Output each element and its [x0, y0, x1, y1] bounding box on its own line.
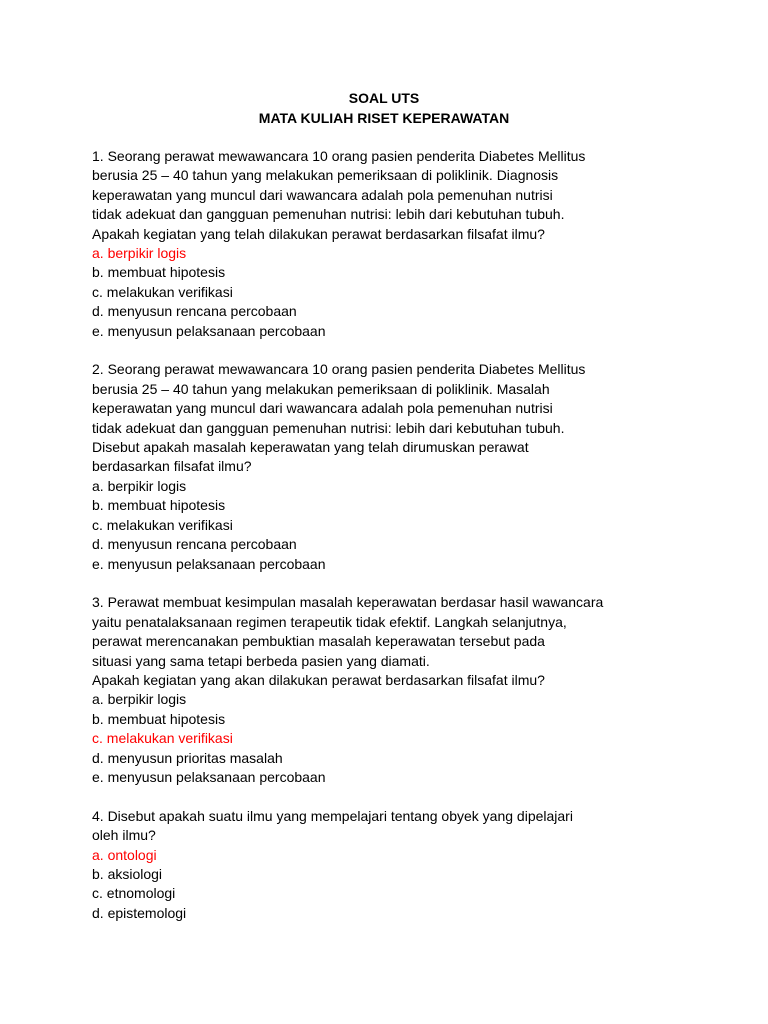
- title-line-1: SOAL UTS: [348, 90, 420, 106]
- document-title: [0, 88, 768, 128]
- question-text-line: situasi yang sama tetapi berbeda pasien yang diamati.: [92, 652, 430, 669]
- question-list: [92, 147, 692, 943]
- answer-option: e. menyusun pelaksanaan percobaan: [92, 768, 326, 785]
- question-text-line: 2. Seorang perawat mewawancara 10 orang pasien penderita Diabetes Mellitus: [92, 361, 586, 378]
- question-text-line: Apakah kegiatan yang telah dilakukan perawat berdasarkan filsafat ilmu?: [92, 225, 545, 242]
- question-text-line: 4. Disebut apakah suatu ilmu yang mempelajari tentang obyek yang dipelajari: [92, 807, 573, 824]
- answer-option: b. membuat hipotesis: [92, 264, 226, 281]
- question-text-line: keperawatan yang muncul dari wawancara adalah pola pemenuhan nutrisi: [92, 186, 553, 203]
- answer-option-correct: a. ontologi: [92, 846, 157, 863]
- question-4: [92, 807, 692, 923]
- question-text-line: berusia 25 – 40 tahun yang melakukan pemeriksaan di poliklinik. Diagnosis: [92, 167, 559, 184]
- question-text-line: berdasarkan filsafat ilmu?: [92, 458, 252, 475]
- answer-option: d. epistemologi: [92, 904, 187, 921]
- question-text-line: tidak adekuat dan gangguan pemenuhan nutrisi: lebih dari kebutuhan tubuh.: [92, 419, 565, 436]
- question-text-line: oleh ilmu?: [92, 827, 156, 844]
- question-text-line: Apakah kegiatan yang akan dilakukan perawat berdasarkan filsafat ilmu?: [92, 671, 545, 688]
- question-text-line: keperawatan yang muncul dari wawancara adalah pola pemenuhan nutrisi: [92, 400, 553, 417]
- question-1: [92, 147, 692, 341]
- answer-option: b. membuat hipotesis: [92, 710, 226, 727]
- answer-option: e. menyusun pelaksanaan percobaan: [92, 322, 326, 339]
- question-text-line: 1. Seorang perawat mewawancara 10 orang pasien penderita Diabetes Mellitus: [92, 148, 586, 164]
- answer-option: c. melakukan verifikasi: [92, 283, 233, 300]
- question-text-line: tidak adekuat dan gangguan pemenuhan nutrisi: lebih dari kebutuhan tubuh.: [92, 206, 565, 223]
- answer-option: d. menyusun prioritas masalah: [92, 749, 283, 766]
- answer-option: b. aksiologi: [92, 865, 163, 882]
- answer-option: e. menyusun pelaksanaan percobaan: [92, 555, 326, 572]
- answer-option: d. menyusun rencana percobaan: [92, 303, 297, 320]
- answer-option: a. berpikir logis: [92, 477, 187, 494]
- question-text-line: perawat merencanakan pembuktian masalah keperawatan tersebut pada: [92, 633, 545, 650]
- question-text-line: 3. Perawat membuat kesimpulan masalah keperawatan berdasar hasil wawancara: [92, 594, 604, 611]
- question-3: [92, 593, 692, 787]
- answer-option: c. melakukan verifikasi: [92, 516, 233, 533]
- answer-option: d. menyusun rencana percobaan: [92, 536, 297, 553]
- answer-option: a. berpikir logis: [92, 691, 187, 708]
- answer-option: b. membuat hipotesis: [92, 497, 226, 514]
- question-2: [92, 360, 692, 573]
- question-text-line: Disebut apakah masalah keperawatan yang telah dirumuskan perawat: [92, 439, 529, 456]
- question-text-line: yaitu penatalaksanaan regimen terapeutik tidak efektif. Langkah selanjutnya,: [92, 613, 567, 630]
- question-text-line: berusia 25 – 40 tahun yang melakukan pemeriksaan di poliklinik. Masalah: [92, 380, 550, 397]
- answer-option-correct: a. berpikir logis: [92, 245, 187, 262]
- answer-option: c. etnomologi: [92, 885, 176, 902]
- title-line-2: MATA KULIAH RISET KEPERAWATAN: [258, 110, 510, 126]
- answer-option-correct: c. melakukan verifikasi: [92, 730, 233, 747]
